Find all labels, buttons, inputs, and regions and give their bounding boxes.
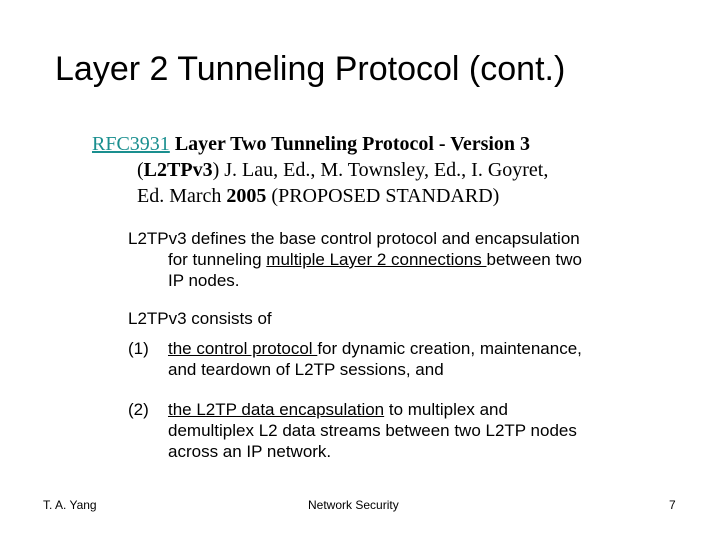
rfc-link[interactable]: RFC3931 [92, 133, 170, 155]
rfc-abbr: L2TPv3 [143, 159, 213, 181]
rfc-ed: Ed. March [137, 185, 227, 207]
item-number: (1) [128, 339, 149, 358]
paragraph-consists: L2TPv3 consists of [128, 309, 272, 328]
page-number: 7 [669, 498, 676, 512]
text-line: L2TPv3 defines the base control protocol and encapsulation [128, 229, 580, 248]
text: for dynamic creation, maintenance, [317, 339, 582, 358]
rfc-year: 2005 [226, 185, 267, 207]
underlined-text: the L2TP data encapsulation [168, 400, 385, 419]
text: to multiplex and [384, 400, 508, 419]
slide-title: Layer 2 Tunneling Protocol (cont.) [55, 50, 566, 88]
item-number: (2) [128, 400, 149, 419]
underlined-text: the control protocol [168, 339, 318, 358]
text-line: across an IP network. [168, 442, 332, 461]
paren: ) [212, 159, 220, 181]
text: for tunneling [168, 250, 267, 269]
rfc-title: Layer Two Tunneling Protocol - Version 3 [174, 133, 531, 155]
text-line: demultiplex L2 data streams between two L2TP nodes [168, 421, 577, 440]
footer-author: T. A. Yang [43, 498, 97, 512]
rfc-authors: J. Lau, Ed., M. Townsley, Ed., I. Goyret, [219, 159, 549, 181]
rfc-status: (PROPOSED STANDARD) [266, 185, 500, 207]
text-line: and teardown of L2TP sessions, and [168, 360, 444, 379]
footer-course: Network Security [308, 498, 399, 512]
text-line: IP nodes. [168, 271, 240, 290]
text: between two [486, 250, 582, 269]
underlined-text: multiple Layer 2 connections [266, 250, 487, 269]
paren: ( [137, 159, 144, 181]
